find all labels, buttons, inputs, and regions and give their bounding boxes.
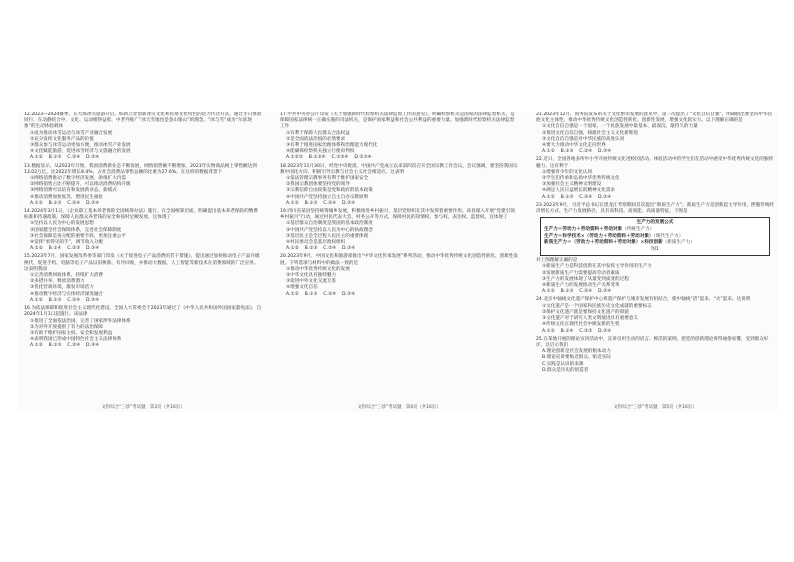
column-left [24, 112, 262, 404]
formula-box-title: 生产力的发展公式 [636, 220, 674, 226]
formula-text: 生产力＝劳动力＋劳动资料＋劳动对象 [544, 227, 623, 233]
answer-choices: A.①②③ B.①②④ C.①③④ D.②③④ [286, 155, 372, 161]
question-text: 2023年9月，中国文化和旅游部推出“中华文化传承发展”系列活动，推动中华优秀传统文化创造性转化、创新性发展。下列选项与材料中的做法一致的是 [280, 254, 518, 266]
question-text: 2023年7月，国家发展改革委等部门印发《关于促进电子产品消费的若干措施》，提出通过加快推动电子产品升级换代，促进手机、电脑等电子产品以旧换新、有序回收，并推动大数据、人工智能等新技术在消费领域的广泛应用。这表明我国 [24, 254, 260, 272]
question-option: ④推动数字经济与实体经济深度融合 [30, 291, 104, 297]
question-text: 在某地开展的理论宣讲活动中，宣讲员用生动的语言、鲜活的案例，把党的创新理论讲得通俗易懂，受到群众好评。这启示我们 [536, 336, 769, 348]
question-option: ②为对外开放提供了有力的法治保障 [30, 324, 104, 330]
question-number: 12. [24, 112, 32, 117]
question-text: 近日，全国各地多所中小学开展传统文化进校园活动。体验活动中的学生们在活动中感受中华优秀传统文化的独特魅力，这有利于 [536, 157, 774, 169]
question-option: C.实践是认识的来源 [542, 361, 584, 367]
question-option: ③文化自信自强是对中华民族的高度认同 [542, 136, 625, 142]
question-text: 为依法保障和促进社会主义现代化建设，全国人大常委会于2023年通过了《中华人民共和国外国国家豁免法》，自2024年1月1日起施行。该法律 [24, 306, 262, 318]
question-option: ③有利于推进国家治理体系和治理能力现代化 [286, 143, 378, 149]
question-option: ①有利于保障人民群众合法权益 [286, 130, 350, 136]
answer-choices: A.①② B.①③ C.②④ D.③④ [30, 155, 100, 161]
question-stem [536, 112, 774, 124]
formula-text: 新质生产力＝（劳动力＋劳动资料＋劳动对象）×科技创新 [544, 239, 663, 245]
question [24, 209, 262, 252]
question [536, 297, 774, 334]
question-option: ④推动消费加快复苏，增进民生福祉 [30, 194, 104, 200]
question-option: ①增强青少年的文化认同 [542, 169, 593, 175]
question-stem [536, 297, 774, 303]
question-number: 20. [280, 254, 288, 260]
formula-tag: （现代生产力） [653, 233, 684, 239]
question-text: 2024年3月1日，《企业职工基本养老保险全国统筹办法》施行。在全国统筹层面，明确提出基本养老保险的缴费标准和待遇政策，保障人民群众养老钱的安全和按时足额发放，这体现了 [24, 209, 258, 221]
question-option: ④增强文化自信 [286, 285, 318, 291]
question-option: D.群众是历史的创造者 [542, 367, 589, 373]
question-option: ③优化营商环境，激发市场活力 [30, 285, 94, 291]
question-number: 22. [536, 157, 544, 163]
question-stem [280, 112, 518, 131]
question-option: ①成为推动冰雪运动与冰雪产业融合发展 [30, 130, 113, 136]
formula-box [540, 217, 770, 256]
question-stem [280, 254, 518, 266]
question-number: 17. [280, 112, 288, 117]
question-option: ①推进了全面依法治国，完善了国家涉外法律体系 [30, 318, 131, 324]
question-option: ①网络消费推动了数字经济发展，助推扩大内需 [30, 176, 126, 182]
question-option: ③加强社会主义精神文明建设 [542, 182, 602, 188]
question-option: ③促进中外文化交流互鉴 [286, 279, 337, 285]
question-text: 2023—2024赛季，在大海冰雪旅游开启，标新立异创新冰雪文化和民俗文化特色的活力传达方式，通过冬日体验同行，在动静结合中，文化、运动相得益彰，中老外推广“冰天雪地也是金山银山”的理念。“冰与雪”成为“尔滨现象”的生动体验载体 [24, 112, 262, 130]
question-option: ③文化遗产对于研究人类文明演进具有重要意义 [542, 316, 638, 322]
question-option: ①完善消费回收体系，持续扩大消费 [30, 273, 104, 279]
question-option: ②推进文化自信自强，铸就社会主义文化新辉煌 [542, 130, 638, 136]
question-number: 19. [280, 209, 288, 215]
question-number: 13. [24, 163, 32, 169]
question [536, 112, 774, 155]
question-option: ①推动中华优秀传统文化的发展 [286, 266, 350, 272]
question-option: ③社会保障是再分配的重要手段，更加注重公平 [30, 233, 126, 239]
question-text: 2023年11月30日，经党中央批准，中国共产党成立以来第四次召开全国宗教工作会议。会议强调，要坚持我国宗教中国化方向，积极引导宗教与社会主义社会相适应。这表明 [280, 163, 518, 175]
answer-choices: A.①② B.①③ C.②④ D.③④ [286, 200, 356, 206]
formula-tag: （新质生产力） [662, 239, 695, 245]
question-option: ②是全面依法治国的必然要求 [286, 136, 346, 142]
question-stem [24, 306, 262, 318]
question-option: ①基层群众自治制度是我国的基本政治制度 [286, 221, 373, 227]
answer-choices: A.①② B.①③ C.②④ D.③④ [542, 194, 612, 200]
question-text: 2023年12月，国务院发布的关于文化繁荣发展的意见中，第一次提出了“文化自信自强”，明确指出要坚持中华民族文化主体性，推动中华优秀传统文化创造性转化、创新性发展，增强文化软实力。以下理解正确的是 [536, 112, 773, 124]
question-option: ②中华文化具有独特魅力 [286, 273, 337, 279]
question-text: 中共中央办公厅印发《关于加强新时代检察机关法律监督工作的意见》，明确检察机关是国家的法律监督机关，是保障国家法律统一正确实施的司法机关，是保护国家利益和社会公共利益的重要力量。加强新时代检察机关法律监督工作 [280, 112, 515, 130]
question [536, 337, 774, 374]
column-right [536, 112, 774, 404]
formula-tag: （传统生产力） [622, 227, 655, 233]
question-option: ②充分发挥文化服务产品的价值 [30, 136, 94, 142]
question-stem [24, 209, 262, 221]
question-option: ③宗教信仰自由政策是党和政府的基本政策 [286, 188, 373, 194]
question-stem [536, 203, 774, 215]
question-number: 15. [24, 254, 32, 260]
footer-left: 文科综合“三诊”考试题 第3页（共16页） [101, 405, 185, 410]
question-stem [24, 112, 262, 131]
question-option: ④新质生产力的发展推动生产关系变革 [542, 283, 620, 289]
answer-choices: A.①② B.①③ C.②④ D.③④ [30, 343, 100, 349]
question-stem [24, 164, 262, 176]
question-number: 14. [24, 209, 32, 215]
question-option: ②我国宗教团体要坚持党的领导 [286, 182, 350, 188]
formula-text: 生产力＝科学技术×（劳动力＋劳动资料＋劳动对象） [544, 233, 654, 239]
question-option: B.理论宣讲要贴近群众、贴近实际 [542, 355, 611, 361]
question-option: ④发挥“看得见的手”，调节收入分配 [30, 240, 104, 246]
question-option: ②保护文化遗产就是要保持文化遗产的原貌 [542, 309, 629, 315]
question-option: ①文化自信自强是一个国家、一个民族发展中最基本、最深沉、最持久的力量 [542, 124, 698, 130]
question-number: 16. [24, 306, 32, 312]
question-option: ④满足人民日益增长的精神文化需求 [542, 188, 616, 194]
question-option: ②中国共产党坚持以人民为中心的执政理念 [286, 227, 373, 233]
question [280, 254, 518, 297]
answer-choices: A.①② B.①④ C.②③ D.③④ [30, 246, 100, 252]
question-stem [24, 254, 262, 273]
question-option: ③生产力的发展体现了从量变到质变的过程 [542, 276, 629, 282]
question-number: 23. [536, 202, 544, 208]
question-option: ③群众参与冰雪运动更加方便，推动冰雪产业发展 [30, 143, 131, 149]
answer-choices: A.①② B.①③ C.②④ D.③④ [286, 291, 356, 297]
question-stem [280, 164, 518, 176]
question-text: 数据显示，从2023年开始，我国消费新业态不断发展，网络销售额不断增加，2023年实物商品网上零售额达到13.02万亿，比2022年增长8.4%，占社会消费品零售总额的比重为27.6%。在这样的数据背景下 [24, 163, 257, 175]
question-option: ①文化遗产是一个国家和民族历史文化成就的重要标志 [542, 303, 652, 309]
question-text: 四川省某县坚持统筹城乡发展，积极推进乡村振兴，基层党组织在其中发挥着重要作用。该县深入开展“党建引领乡村振兴”行动，通过村民代表大会、村务公开等方式，保障村民的知情权、参与权、表达权、监督权。这体现了 [280, 209, 515, 221]
question [536, 258, 774, 295]
question-option: ②国家健全社会保障体系，完善社会保障制度 [30, 227, 122, 233]
question-stem [536, 337, 774, 349]
question-option: ④表明我国已形成中国特色社会主义法律体系 [30, 337, 122, 343]
question-number: 25. [536, 336, 544, 342]
answer-choices: A.①② B.①③ C.②④ D.③④ [286, 246, 356, 252]
footer-middle: 文科综合“三诊”考试题 第4页（共16页） [357, 405, 441, 410]
question-option: ④要大力推动中华文化走向世界 [542, 143, 606, 149]
question-option: ④中国共产党坚持独立自主自办宗教原则 [286, 194, 369, 200]
exam-sheet [18, 112, 778, 412]
formula-row [544, 240, 766, 246]
question-option: ①依法管理宗教事务有利于维护国家安全 [286, 176, 369, 182]
question-option: ②学生们传承和弘扬中华优秀传统文化 [542, 176, 620, 182]
question-stem [280, 209, 518, 221]
question-number: 21. [536, 112, 544, 117]
question-option: ①坚持以人民为中心的发展思想 [30, 221, 94, 227]
answer-choices: A.①② B.①③ C.②④ D.③④ [30, 297, 100, 303]
question-option: ④能确保检察机关独立行使审判权 [286, 149, 355, 155]
question [24, 254, 262, 304]
footer-right: 文科综合“三诊”考试题 第5页（共16页） [613, 405, 697, 410]
question-option: ④村民委员会是基层政权组织 [286, 240, 346, 246]
question [24, 164, 262, 207]
question-option: ③基层民主是全过程人民民主的重要体现 [286, 233, 369, 239]
question [280, 164, 518, 207]
question-option: A.理论创新是社会发展的根本动力 [542, 349, 611, 355]
question-option: ③网络消费可以培育和发展新业态、新模式 [30, 188, 117, 194]
question-number: 18. [280, 163, 288, 169]
question [24, 112, 262, 162]
question [24, 306, 262, 349]
question-option: ③有助于维护国家主权、安全和发展利益 [30, 330, 113, 336]
question [280, 209, 518, 252]
question-stem [536, 157, 774, 169]
question-text: 对上图理解正确的是 [536, 258, 578, 264]
question-option: ④文化赋能旅游，促进冰雪经济与文旅融合的发展 [30, 149, 131, 155]
answer-choices: A.①② B.①③ C.②④ D.③④ [542, 149, 612, 155]
answer-choices: A.①② B.①④ C.②③ D.③④ [542, 328, 612, 334]
question [536, 203, 774, 215]
figure-caption: 图1 [651, 247, 659, 253]
question-option: ①新质生产力是科技创新在其中发挥主导作用的生产力 [542, 264, 652, 270]
question-option: ②网络销售占比不断提升，可以推动消费结构升级 [30, 182, 131, 188]
question [536, 157, 774, 200]
question-option: ④传统文化在现代社会中焕发新的生机 [542, 322, 620, 328]
question-option: ②发展新质生产力需要提高劳动者素质 [542, 270, 620, 276]
answer-choices: A.①② B.①③ C.②④ D.③④ [30, 200, 100, 206]
question-text: 北京中轴线文化遗产保护中心将遗产保护与城市发展有机结合，使中轴线“活”起来、“火”起来。这说明 [543, 297, 751, 303]
question-option: ②多措并举，释放消费潜力 [30, 279, 85, 285]
answer-choices: A.①② B.①③ C.②④ D.③④ [542, 289, 612, 295]
question-text: 2023年9月，习近平总书记在黑龙江考察期间首次提出“新质生产力”。新质生产力是创新起主导作用，摆脱传统经济增长方式、生产力发展路径，具有高科技、高效能、高质量特征。下图是 [536, 202, 774, 215]
question [280, 112, 518, 162]
question-number: 24. [536, 297, 544, 303]
column-middle [280, 112, 518, 404]
